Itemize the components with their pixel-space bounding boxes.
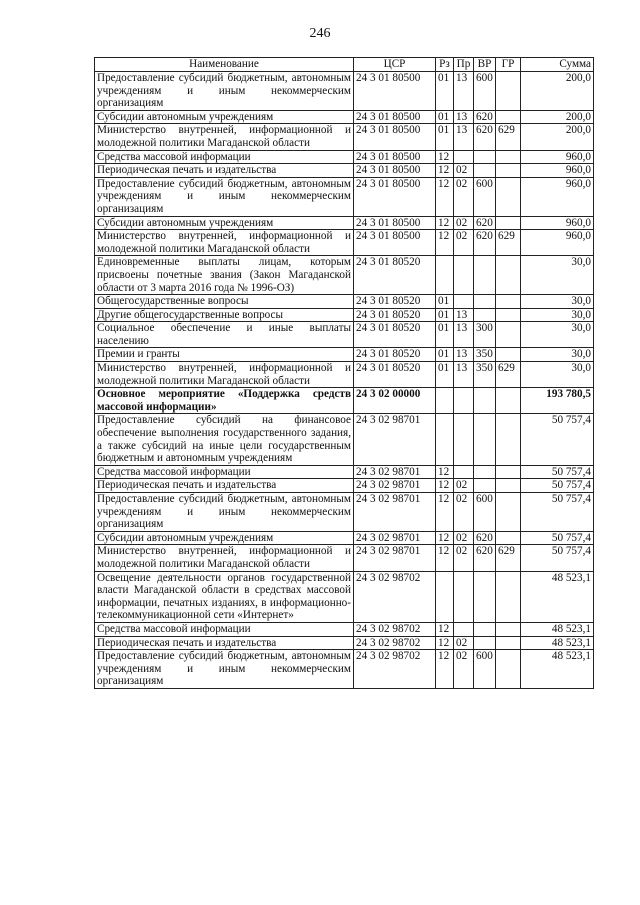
- cell-rz: 12: [436, 465, 454, 479]
- cell-pr: 02: [454, 216, 474, 230]
- cell-csr: 24 3 01 80520: [354, 362, 436, 388]
- cell-name: Средства массовой информации: [95, 465, 354, 479]
- cell-vr: 350: [474, 348, 496, 362]
- cell-name: Министерство внутренней, информационной и молодежной политики Магаданской области: [95, 545, 354, 571]
- cell-csr: 24 3 01 80520: [354, 348, 436, 362]
- cell-gr: [496, 322, 521, 348]
- cell-vr: [474, 414, 496, 465]
- cell-gr: [496, 531, 521, 545]
- cell-name: Предоставление субсидий бюджетным, автономным учреждениям и иным некоммерческим организациям: [95, 493, 354, 532]
- cell-name: Периодическая печать и издательства: [95, 636, 354, 650]
- cell-gr: [496, 348, 521, 362]
- header-csr: ЦСР: [354, 58, 436, 72]
- cell-sum: 960,0: [521, 177, 594, 216]
- cell-vr: [474, 295, 496, 309]
- cell-pr: 02: [454, 493, 474, 532]
- cell-pr: 02: [454, 479, 474, 493]
- cell-pr: 02: [454, 636, 474, 650]
- cell-name: Единовременные выплаты лицам, которым присвоены почетные звания (Закон Магаданской области от 3 марта 2016 года № 1996-ОЗ): [95, 256, 354, 295]
- header-pr: Пр: [454, 58, 474, 72]
- cell-sum: 193 780,5: [521, 388, 594, 414]
- cell-pr: [454, 295, 474, 309]
- cell-sum: 50 757,4: [521, 545, 594, 571]
- cell-vr: [474, 388, 496, 414]
- cell-gr: [496, 150, 521, 164]
- cell-name: Премии и гранты: [95, 348, 354, 362]
- cell-pr: 02: [454, 177, 474, 216]
- cell-rz: 01: [436, 110, 454, 124]
- cell-vr: [474, 308, 496, 322]
- cell-vr: 600: [474, 72, 496, 111]
- cell-sum: 960,0: [521, 230, 594, 256]
- cell-gr: [496, 636, 521, 650]
- header-rz: Рз: [436, 58, 454, 72]
- cell-gr: [496, 571, 521, 622]
- cell-pr: [454, 256, 474, 295]
- cell-pr: 13: [454, 124, 474, 150]
- table-row: [95, 414, 594, 465]
- table-row: [95, 72, 594, 111]
- cell-gr: [496, 110, 521, 124]
- table-row: [95, 150, 594, 164]
- table-row: [95, 493, 594, 532]
- table-row: [95, 177, 594, 216]
- cell-pr: 13: [454, 348, 474, 362]
- table-row: [95, 110, 594, 124]
- cell-csr: 24 3 01 80500: [354, 216, 436, 230]
- table-header-row: [95, 58, 594, 72]
- cell-pr: 13: [454, 308, 474, 322]
- cell-name: Основное мероприятие «Поддержка средств массовой информации»: [95, 388, 354, 414]
- table-body: [95, 72, 594, 689]
- cell-vr: 620: [474, 110, 496, 124]
- cell-vr: [474, 465, 496, 479]
- cell-rz: 12: [436, 150, 454, 164]
- cell-csr: 24 3 02 98702: [354, 571, 436, 622]
- cell-name: Периодическая печать и издательства: [95, 164, 354, 178]
- cell-rz: 12: [436, 479, 454, 493]
- cell-csr: 24 3 02 98702: [354, 622, 436, 636]
- cell-sum: 200,0: [521, 72, 594, 111]
- cell-csr: 24 3 02 98702: [354, 650, 436, 689]
- cell-csr: 24 3 01 80500: [354, 230, 436, 256]
- cell-vr: [474, 150, 496, 164]
- cell-gr: [496, 650, 521, 689]
- table-row: [95, 256, 594, 295]
- cell-vr: 620: [474, 216, 496, 230]
- cell-pr: 02: [454, 531, 474, 545]
- cell-name: Предоставление субсидий бюджетным, автономным учреждениям и иным некоммерческим организациям: [95, 177, 354, 216]
- cell-sum: 960,0: [521, 164, 594, 178]
- cell-csr: 24 3 02 98701: [354, 545, 436, 571]
- cell-rz: 12: [436, 622, 454, 636]
- cell-sum: 50 757,4: [521, 465, 594, 479]
- cell-gr: [496, 479, 521, 493]
- cell-rz: 12: [436, 636, 454, 650]
- header-sum: Сумма: [521, 58, 594, 72]
- table-row: [95, 295, 594, 309]
- cell-vr: 300: [474, 322, 496, 348]
- table-row: [95, 650, 594, 689]
- cell-csr: 24 3 02 98701: [354, 493, 436, 532]
- cell-rz: 12: [436, 493, 454, 532]
- cell-sum: 960,0: [521, 216, 594, 230]
- cell-gr: [496, 388, 521, 414]
- cell-name: Средства массовой информации: [95, 150, 354, 164]
- table-row: [95, 545, 594, 571]
- cell-gr: [496, 216, 521, 230]
- cell-sum: 48 523,1: [521, 636, 594, 650]
- cell-sum: 50 757,4: [521, 414, 594, 465]
- cell-gr: 629: [496, 230, 521, 256]
- cell-vr: 600: [474, 650, 496, 689]
- cell-gr: [496, 622, 521, 636]
- cell-rz: 01: [436, 362, 454, 388]
- cell-vr: 600: [474, 493, 496, 532]
- cell-name: Министерство внутренней, информационной и молодежной политики Магаданской области: [95, 362, 354, 388]
- cell-csr: 24 3 02 00000: [354, 388, 436, 414]
- cell-pr: 02: [454, 650, 474, 689]
- cell-csr: 24 3 01 80520: [354, 256, 436, 295]
- cell-name: Периодическая печать и издательства: [95, 479, 354, 493]
- cell-sum: 30,0: [521, 295, 594, 309]
- cell-vr: 620: [474, 545, 496, 571]
- table-row: [95, 479, 594, 493]
- cell-name: Средства массовой информации: [95, 622, 354, 636]
- cell-sum: 200,0: [521, 124, 594, 150]
- cell-pr: 02: [454, 545, 474, 571]
- cell-rz: 01: [436, 348, 454, 362]
- cell-name: Предоставление субсидий бюджетным, автономным учреждениям и иным некоммерческим организациям: [95, 650, 354, 689]
- cell-gr: [496, 256, 521, 295]
- cell-rz: [436, 256, 454, 295]
- cell-pr: 02: [454, 230, 474, 256]
- table-row: [95, 465, 594, 479]
- cell-gr: [496, 493, 521, 532]
- header-vr: ВР: [474, 58, 496, 72]
- table-row: [95, 531, 594, 545]
- cell-csr: 24 3 01 80500: [354, 164, 436, 178]
- cell-vr: 600: [474, 177, 496, 216]
- cell-vr: 620: [474, 531, 496, 545]
- cell-pr: [454, 622, 474, 636]
- header-gr: ГР: [496, 58, 521, 72]
- cell-sum: 30,0: [521, 348, 594, 362]
- cell-csr: 24 3 01 80500: [354, 72, 436, 111]
- cell-vr: [474, 256, 496, 295]
- cell-vr: [474, 636, 496, 650]
- cell-rz: 01: [436, 295, 454, 309]
- cell-name: Социальное обеспечение и иные выплаты населению: [95, 322, 354, 348]
- cell-rz: [436, 571, 454, 622]
- cell-sum: 30,0: [521, 362, 594, 388]
- cell-rz: 12: [436, 531, 454, 545]
- cell-gr: [496, 72, 521, 111]
- cell-name: Другие общегосударственные вопросы: [95, 308, 354, 322]
- cell-pr: [454, 150, 474, 164]
- cell-pr: 13: [454, 322, 474, 348]
- table-row: [95, 636, 594, 650]
- cell-name: Министерство внутренней, информационной и молодежной политики Магаданской области: [95, 124, 354, 150]
- cell-rz: [436, 388, 454, 414]
- cell-gr: 629: [496, 362, 521, 388]
- table-row: [95, 322, 594, 348]
- cell-vr: 620: [474, 124, 496, 150]
- cell-pr: [454, 465, 474, 479]
- cell-pr: 13: [454, 110, 474, 124]
- cell-vr: 620: [474, 230, 496, 256]
- cell-csr: 24 3 02 98701: [354, 414, 436, 465]
- cell-gr: [496, 308, 521, 322]
- cell-name: Субсидии автономным учреждениям: [95, 110, 354, 124]
- cell-vr: 350: [474, 362, 496, 388]
- cell-sum: 200,0: [521, 110, 594, 124]
- cell-pr: 13: [454, 362, 474, 388]
- cell-gr: [496, 177, 521, 216]
- cell-sum: 48 523,1: [521, 622, 594, 636]
- cell-vr: [474, 622, 496, 636]
- cell-pr: 02: [454, 164, 474, 178]
- cell-csr: 24 3 01 80500: [354, 110, 436, 124]
- cell-csr: 24 3 01 80500: [354, 124, 436, 150]
- cell-rz: [436, 414, 454, 465]
- table-row: [95, 308, 594, 322]
- cell-name: Предоставление субсидий бюджетным, автономным учреждениям и иным некоммерческим организациям: [95, 72, 354, 111]
- cell-sum: 48 523,1: [521, 571, 594, 622]
- table-row: [95, 362, 594, 388]
- cell-gr: [496, 465, 521, 479]
- cell-rz: 12: [436, 216, 454, 230]
- cell-csr: 24 3 01 80520: [354, 308, 436, 322]
- cell-csr: 24 3 01 80500: [354, 177, 436, 216]
- cell-gr: 629: [496, 545, 521, 571]
- cell-sum: 50 757,4: [521, 531, 594, 545]
- cell-gr: [496, 295, 521, 309]
- cell-name: Освещение деятельности органов государственной власти Магаданской области в средствах массовой информации, печатных изданиях, в информационно-телекоммуникационной сети «Интернет»: [95, 571, 354, 622]
- cell-rz: 12: [436, 164, 454, 178]
- cell-gr: [496, 164, 521, 178]
- table-row: [95, 571, 594, 622]
- cell-rz: 12: [436, 545, 454, 571]
- cell-csr: 24 3 02 98702: [354, 636, 436, 650]
- cell-rz: 01: [436, 124, 454, 150]
- cell-rz: 01: [436, 72, 454, 111]
- cell-gr: 629: [496, 124, 521, 150]
- cell-name: Общегосударственные вопросы: [95, 295, 354, 309]
- table-row: [95, 388, 594, 414]
- cell-csr: 24 3 01 80520: [354, 295, 436, 309]
- cell-sum: 30,0: [521, 256, 594, 295]
- cell-pr: [454, 571, 474, 622]
- budget-table: [94, 57, 594, 689]
- cell-rz: 12: [436, 650, 454, 689]
- cell-vr: [474, 479, 496, 493]
- cell-vr: [474, 571, 496, 622]
- table-row: [95, 348, 594, 362]
- cell-csr: 24 3 02 98701: [354, 531, 436, 545]
- table-row: [95, 230, 594, 256]
- cell-csr: 24 3 02 98701: [354, 465, 436, 479]
- cell-name: Субсидии автономным учреждениям: [95, 531, 354, 545]
- cell-pr: [454, 414, 474, 465]
- cell-csr: 24 3 01 80500: [354, 150, 436, 164]
- cell-name: Предоставление субсидий на финансовое обеспечение выполнения государственного задания, а также субсидий на иные цели государственным бюджетным и автономным учреждениям: [95, 414, 354, 465]
- cell-sum: 30,0: [521, 322, 594, 348]
- cell-pr: [454, 388, 474, 414]
- cell-gr: [496, 414, 521, 465]
- cell-name: Субсидии автономным учреждениям: [95, 216, 354, 230]
- cell-pr: 13: [454, 72, 474, 111]
- cell-rz: 01: [436, 308, 454, 322]
- cell-sum: 48 523,1: [521, 650, 594, 689]
- page-number: 246: [309, 26, 331, 41]
- cell-rz: 12: [436, 230, 454, 256]
- cell-rz: 01: [436, 322, 454, 348]
- cell-csr: 24 3 01 80520: [354, 322, 436, 348]
- table-row: [95, 164, 594, 178]
- table-row: [95, 622, 594, 636]
- cell-vr: [474, 164, 496, 178]
- table-row: [95, 216, 594, 230]
- table-row: [95, 124, 594, 150]
- cell-rz: 12: [436, 177, 454, 216]
- cell-sum: 960,0: [521, 150, 594, 164]
- cell-name: Министерство внутренней, информационной и молодежной политики Магаданской области: [95, 230, 354, 256]
- cell-csr: 24 3 02 98701: [354, 479, 436, 493]
- cell-sum: 50 757,4: [521, 479, 594, 493]
- cell-sum: 30,0: [521, 308, 594, 322]
- cell-sum: 50 757,4: [521, 493, 594, 532]
- header-name: Наименование: [95, 58, 354, 72]
